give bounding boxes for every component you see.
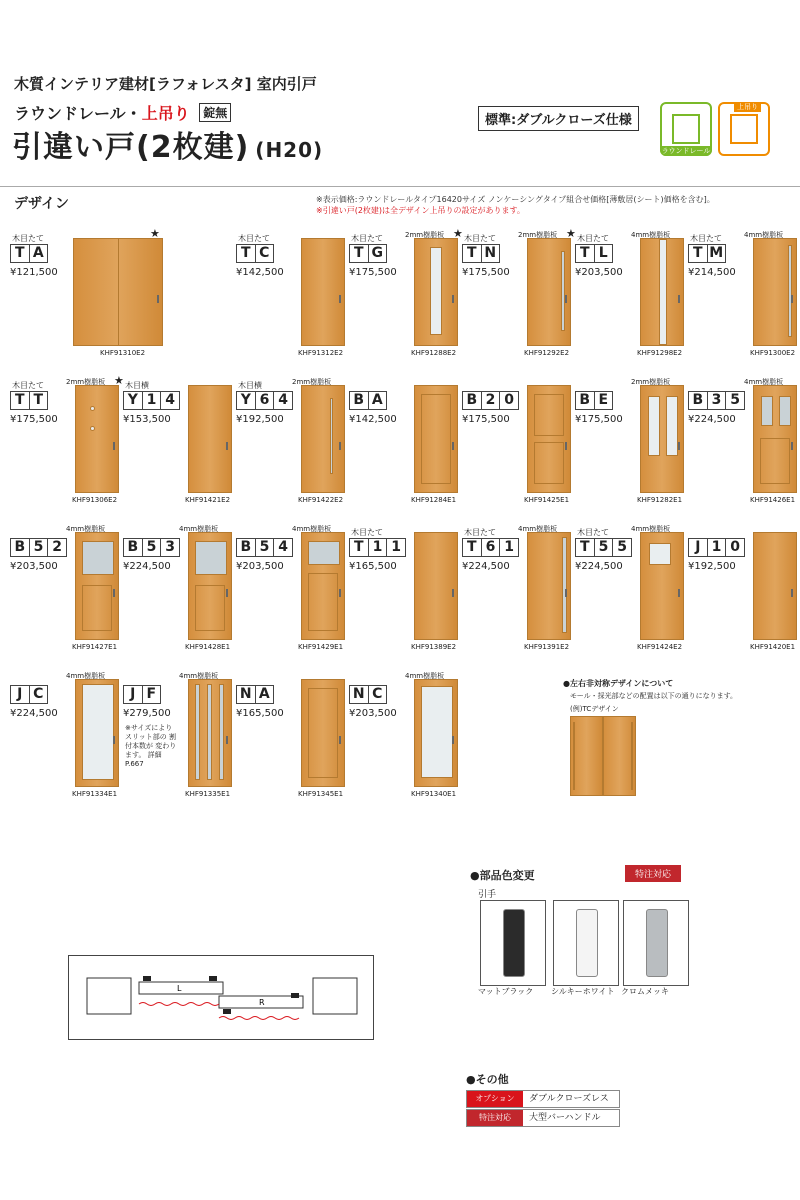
design-code — [688, 244, 726, 263]
grain-type: 木目たて — [351, 234, 383, 243]
design-code-char: A — [371, 392, 383, 408]
pull-icon — [452, 736, 454, 744]
door-plan-diagram — [68, 955, 374, 1040]
pull-icon — [226, 589, 228, 597]
pull-icon — [452, 442, 454, 450]
door-image — [753, 238, 797, 346]
asym-example-door — [570, 716, 636, 796]
pull-icon — [791, 295, 793, 303]
design-code — [349, 244, 387, 263]
door-image — [188, 679, 232, 787]
product-code: KHF91421E2 — [185, 496, 231, 504]
design-code — [10, 538, 67, 557]
pull-swatch — [480, 900, 546, 986]
grain-type: 木目たて — [577, 528, 609, 537]
design-card — [462, 380, 574, 530]
option-value: ダブルクローズレス — [529, 1094, 609, 1104]
door-image — [301, 679, 345, 787]
pull-icon — [678, 442, 680, 450]
grain-type: 木目たて — [464, 234, 496, 243]
design-code — [349, 685, 387, 704]
design-code-char: B — [350, 392, 369, 409]
plan-label-right: R — [259, 998, 265, 1007]
option-value: 大型バーハンドル — [529, 1113, 601, 1123]
design-code-char: 1 — [369, 539, 388, 556]
design-code-char: M — [709, 245, 724, 261]
design-code-char: T — [463, 539, 482, 556]
glass-spec: 4mm樹脂板 — [66, 525, 106, 533]
star-icon: ★ — [566, 227, 576, 240]
product-code: KHF91428E1 — [185, 643, 231, 651]
design-code-char: 3 — [708, 392, 727, 409]
design-code — [10, 391, 48, 410]
price: ¥203,500 — [575, 267, 623, 278]
design-code-char: T — [463, 245, 482, 262]
price: ¥203,500 — [10, 561, 58, 572]
design-code-char: 4 — [165, 392, 176, 408]
design-card — [349, 527, 461, 677]
design-card — [10, 227, 160, 383]
design-code-char: C — [372, 686, 383, 702]
design-code — [123, 538, 180, 557]
other-title: ●その他 — [466, 1073, 509, 1086]
price: ¥175,500 — [349, 267, 397, 278]
design-code-char: Y — [237, 392, 256, 409]
design-code-char: J — [689, 539, 708, 556]
round-rail-logo — [660, 102, 712, 156]
pull-icon — [339, 736, 341, 744]
door-image — [301, 532, 345, 640]
design-code — [462, 538, 519, 557]
other-option-row — [466, 1090, 620, 1108]
design-code — [236, 685, 274, 704]
top-hang-note: ※引違い戸(2枚建)は全デザイン上吊りの設定があります。 — [316, 206, 525, 215]
grain-type: 木目たて — [238, 234, 270, 243]
design-code-char: B — [11, 539, 30, 556]
grain-type: 木目たて — [351, 528, 383, 537]
design-code-char: 5 — [730, 392, 741, 408]
pull-icon — [565, 589, 567, 597]
product-code: KHF91334E1 — [72, 790, 118, 798]
design-code-char: 2 — [52, 539, 63, 555]
model-code: (H20) — [255, 138, 324, 162]
product-code: KHF91345E1 — [298, 790, 344, 798]
product-code: KHF91298E2 — [637, 349, 683, 357]
page-title-main: 引違い戸(2枚建) — [12, 130, 250, 165]
door-image — [301, 385, 345, 493]
design-card — [123, 527, 235, 677]
design-code — [123, 685, 161, 704]
product-code: KHF91420E1 — [750, 643, 796, 651]
glass-spec: 4mm樹脂板 — [405, 672, 445, 680]
door-image — [301, 238, 345, 346]
design-code — [349, 538, 406, 557]
subtitle-top-hang: 上吊り — [141, 104, 190, 123]
product-code: KHF91335E1 — [185, 790, 231, 798]
price: ¥142,500 — [349, 414, 397, 425]
pull-icon — [791, 589, 793, 597]
design-code-char: T — [237, 245, 256, 262]
door-image — [414, 532, 458, 640]
glass-spec: 4mm樹脂板 — [631, 525, 671, 533]
pull-color-name: マットブラック — [478, 987, 534, 996]
product-code: KHF91424E2 — [637, 643, 683, 651]
design-code-char: A — [258, 686, 270, 702]
product-code: KHF91426E1 — [750, 496, 796, 504]
product-code: KHF91288E2 — [411, 349, 457, 357]
star-icon: ★ — [150, 227, 160, 240]
price: ¥175,500 — [462, 267, 510, 278]
door-image — [188, 532, 232, 640]
grain-type: 木目たて — [690, 234, 722, 243]
grain-type: 木目横 — [238, 381, 262, 390]
design-code-char: C — [259, 245, 270, 261]
design-card — [10, 674, 122, 824]
design-code-char: C — [33, 686, 44, 702]
design-code — [349, 391, 387, 410]
design-code-char: T — [11, 245, 30, 262]
design-card — [575, 233, 687, 383]
design-card — [349, 227, 463, 383]
glass-spec: 4mm樹脂板 — [744, 378, 784, 386]
price: ¥165,500 — [349, 561, 397, 572]
design-card — [236, 380, 348, 530]
design-code — [462, 391, 519, 410]
door-image — [414, 679, 458, 787]
option-tag: 特注対応 — [467, 1110, 523, 1126]
price: ¥175,500 — [575, 414, 623, 425]
glass-spec: 4mm樹脂板 — [292, 525, 332, 533]
design-code-char: N — [350, 686, 369, 703]
design-code-char: J — [124, 686, 143, 703]
product-code: KHF91312E2 — [298, 349, 344, 357]
design-code-char: 4 — [278, 539, 289, 555]
pull-icon — [339, 442, 341, 450]
design-code-char: 0 — [730, 539, 741, 555]
product-code: KHF91284E1 — [411, 496, 457, 504]
design-code — [688, 538, 745, 557]
custom-order-badge: 特注対応 — [625, 865, 681, 882]
design-card — [10, 374, 124, 530]
pull-swatch — [623, 900, 689, 986]
pull-icon — [113, 442, 115, 450]
price: ¥153,500 — [123, 414, 171, 425]
design-code-char: 2 — [482, 392, 501, 409]
door-image — [414, 238, 458, 346]
standard-spec-box: 標準:ダブルクローズ仕様 — [478, 106, 639, 131]
asym-body: モール・採光部などの配置は以下の通りになります。 — [570, 692, 738, 700]
pull-label: 引手 — [478, 890, 497, 900]
product-code: KHF91422E2 — [298, 496, 344, 504]
other-option-row — [466, 1109, 620, 1127]
parts-color-title: ●部品色変更 — [470, 869, 535, 882]
door-image — [73, 238, 163, 346]
price: ¥224,500 — [462, 561, 510, 572]
glass-spec: 2mm樹脂板 — [631, 378, 671, 386]
design-code-char: B — [463, 392, 482, 409]
door-image — [640, 385, 684, 493]
design-card — [575, 380, 687, 530]
product-code: KHF91427E1 — [72, 643, 118, 651]
design-code — [688, 391, 745, 410]
design-code-char: 6 — [256, 392, 275, 409]
pull-color-name: シルキーホワイト — [551, 987, 615, 996]
design-code — [575, 244, 613, 263]
product-code: KHF91310E2 — [100, 349, 146, 357]
design-code-char: Y — [124, 392, 143, 409]
design-card — [688, 380, 800, 530]
pull-icon — [113, 589, 115, 597]
design-code-char: 5 — [256, 539, 275, 556]
price: ¥121,500 — [10, 267, 58, 278]
door-image — [527, 532, 571, 640]
pull-icon — [452, 295, 454, 303]
grain-type: 木目たて — [577, 234, 609, 243]
design-code — [236, 244, 274, 263]
design-code-char: B — [576, 392, 595, 409]
grain-type: 木目たて — [12, 234, 44, 243]
grain-type: 木目たて — [12, 381, 44, 390]
price: ¥175,500 — [10, 414, 58, 425]
design-card — [236, 233, 348, 383]
price: ¥203,500 — [236, 561, 284, 572]
pull-icon — [678, 589, 680, 597]
glass-spec: 4mm樹脂板 — [179, 672, 219, 680]
design-card — [349, 380, 461, 530]
price: ¥224,500 — [575, 561, 623, 572]
price: ¥224,500 — [10, 708, 58, 719]
pull-icon — [339, 295, 341, 303]
design-card — [462, 227, 576, 383]
door-image — [188, 385, 232, 493]
pull-handle-icon — [576, 909, 598, 977]
design-code-char: G — [371, 245, 383, 261]
product-code: KHF91282E1 — [637, 496, 683, 504]
pull-color-name: クロムメッキ — [621, 987, 669, 996]
design-code-char: T — [350, 245, 369, 262]
design-code-char: 5 — [143, 539, 162, 556]
design-card — [462, 527, 574, 677]
design-code-char: L — [598, 245, 608, 261]
design-code — [575, 391, 613, 410]
jf-size-note — [125, 724, 177, 769]
door-image — [414, 385, 458, 493]
design-code-char: N — [237, 686, 256, 703]
price: ¥165,500 — [236, 708, 284, 719]
pull-icon — [565, 295, 567, 303]
product-code: KHF91429E1 — [298, 643, 344, 651]
product-code: KHF91292E2 — [524, 349, 570, 357]
top-hang-logo-label: 上吊り — [734, 102, 761, 112]
glass-spec: 4mm樹脂板 — [179, 525, 219, 533]
design-code-char: 3 — [165, 539, 176, 555]
glass-spec: 2mm樹脂板 — [518, 231, 558, 239]
price: ¥203,500 — [349, 708, 397, 719]
design-code-char: 1 — [504, 539, 515, 555]
design-code-char: A — [32, 245, 44, 261]
door-image — [753, 532, 797, 640]
glass-spec: 2mm樹脂板 — [66, 378, 106, 386]
design-card — [236, 527, 348, 677]
asym-example: (例)TCデザイン — [570, 705, 619, 713]
pull-icon — [113, 736, 115, 744]
design-card — [123, 380, 235, 530]
design-card — [688, 527, 800, 677]
product-code: KHF91425E1 — [524, 496, 570, 504]
design-code-char: T — [11, 392, 30, 409]
divider — [0, 186, 800, 187]
plan-svg — [69, 956, 375, 1041]
design-code-char: 0 — [504, 392, 515, 408]
round-rail-logo-label: ラウンドレール — [661, 147, 711, 155]
door-image — [75, 385, 119, 493]
grain-type: 木目横 — [125, 381, 149, 390]
design-code-char: 6 — [482, 539, 501, 556]
page-title — [12, 122, 323, 166]
pull-icon — [452, 589, 454, 597]
design-code-char: 5 — [617, 539, 628, 555]
pull-icon — [565, 442, 567, 450]
design-code-char: F — [146, 686, 157, 702]
design-code-char: B — [689, 392, 708, 409]
design-code-char: N — [484, 245, 497, 261]
design-code — [236, 538, 293, 557]
design-card — [688, 233, 800, 383]
asym-title: ●左右非対称デザインについて — [563, 679, 674, 688]
jf-size-note-text: ※サイズにより スリット部の 割付本数が 変わります。 詳細P.667 — [125, 724, 177, 768]
design-code — [575, 538, 632, 557]
product-code: KHF91391E2 — [524, 643, 570, 651]
pull-icon — [157, 295, 159, 303]
price: ¥192,500 — [236, 414, 284, 425]
pull-icon — [339, 589, 341, 597]
design-code-char: 5 — [30, 539, 49, 556]
design-section-title: デザイン — [14, 196, 70, 212]
price: ¥142,500 — [236, 267, 284, 278]
product-code: KHF91340E1 — [411, 790, 457, 798]
design-card — [575, 527, 687, 677]
product-code: KHF91300E2 — [750, 349, 796, 357]
pull-icon — [678, 295, 680, 303]
price-note: ※表示価格:ラウンドレールタイプ16420サイズ ノンケーシングタイプ組合せ価格[薄敷居(シート)価格を含む]。 — [316, 195, 715, 204]
design-code — [123, 391, 180, 410]
price: ¥279,500 — [123, 708, 171, 719]
grain-type: 木目たて — [464, 528, 496, 537]
product-code: KHF91389E2 — [411, 643, 457, 651]
design-code-char: T — [689, 245, 708, 262]
rail-frame-icon — [672, 114, 700, 144]
product-code: KHF91306E2 — [72, 496, 118, 504]
door-image — [75, 532, 119, 640]
design-code-char: J — [11, 686, 30, 703]
design-card — [236, 674, 348, 824]
pull-handle-icon — [646, 909, 668, 977]
top-hang-frame-icon — [730, 114, 758, 144]
glass-spec: 4mm樹脂板 — [744, 231, 784, 239]
design-card — [349, 674, 461, 824]
lock-badge: 錠無 — [199, 103, 231, 122]
glass-spec: 4mm樹脂板 — [518, 525, 558, 533]
series-title: 木質インテリア建材[ラフォレスタ] 室内引戸 — [14, 75, 317, 93]
option-tag: オプション — [467, 1091, 523, 1107]
design-code — [10, 685, 48, 704]
design-code-char: T — [576, 245, 595, 262]
price: ¥224,500 — [123, 561, 171, 572]
subtitle-rail: ラウンドレール・ — [14, 104, 142, 123]
door-image — [640, 532, 684, 640]
glass-spec: 2mm樹脂板 — [292, 378, 332, 386]
door-image — [527, 238, 571, 346]
design-card — [10, 527, 122, 677]
glass-spec: 4mm樹脂板 — [631, 231, 671, 239]
subtitle — [14, 101, 231, 124]
design-code-char: 5 — [595, 539, 614, 556]
design-code-char: T — [33, 392, 44, 408]
star-icon: ★ — [453, 227, 463, 240]
glass-spec: 4mm樹脂板 — [66, 672, 106, 680]
design-code-char: 1 — [708, 539, 727, 556]
design-code — [236, 391, 293, 410]
door-image — [640, 238, 684, 346]
pull-icon — [226, 442, 228, 450]
design-code-char: 1 — [391, 539, 402, 555]
design-code — [10, 244, 48, 263]
design-code-char: T — [350, 539, 369, 556]
pull-icon — [791, 442, 793, 450]
door-image — [527, 385, 571, 493]
price: ¥175,500 — [462, 414, 510, 425]
top-hang-logo — [718, 102, 770, 156]
price: ¥224,500 — [688, 414, 736, 425]
pull-handle-icon — [503, 909, 525, 977]
plan-label-left: L — [177, 984, 182, 993]
pull-swatch — [553, 900, 619, 986]
design-code — [462, 244, 500, 263]
design-code-char: T — [576, 539, 595, 556]
price: ¥192,500 — [688, 561, 736, 572]
star-icon: ★ — [114, 374, 124, 387]
door-image — [75, 679, 119, 787]
door-image — [753, 385, 797, 493]
price: ¥214,500 — [688, 267, 736, 278]
design-code-char: 1 — [143, 392, 162, 409]
design-code-char: B — [124, 539, 143, 556]
design-code-char: E — [598, 392, 609, 408]
design-code-char: B — [237, 539, 256, 556]
pull-icon — [226, 736, 228, 744]
glass-spec: 2mm樹脂板 — [405, 231, 445, 239]
design-code-char: 4 — [278, 392, 289, 408]
